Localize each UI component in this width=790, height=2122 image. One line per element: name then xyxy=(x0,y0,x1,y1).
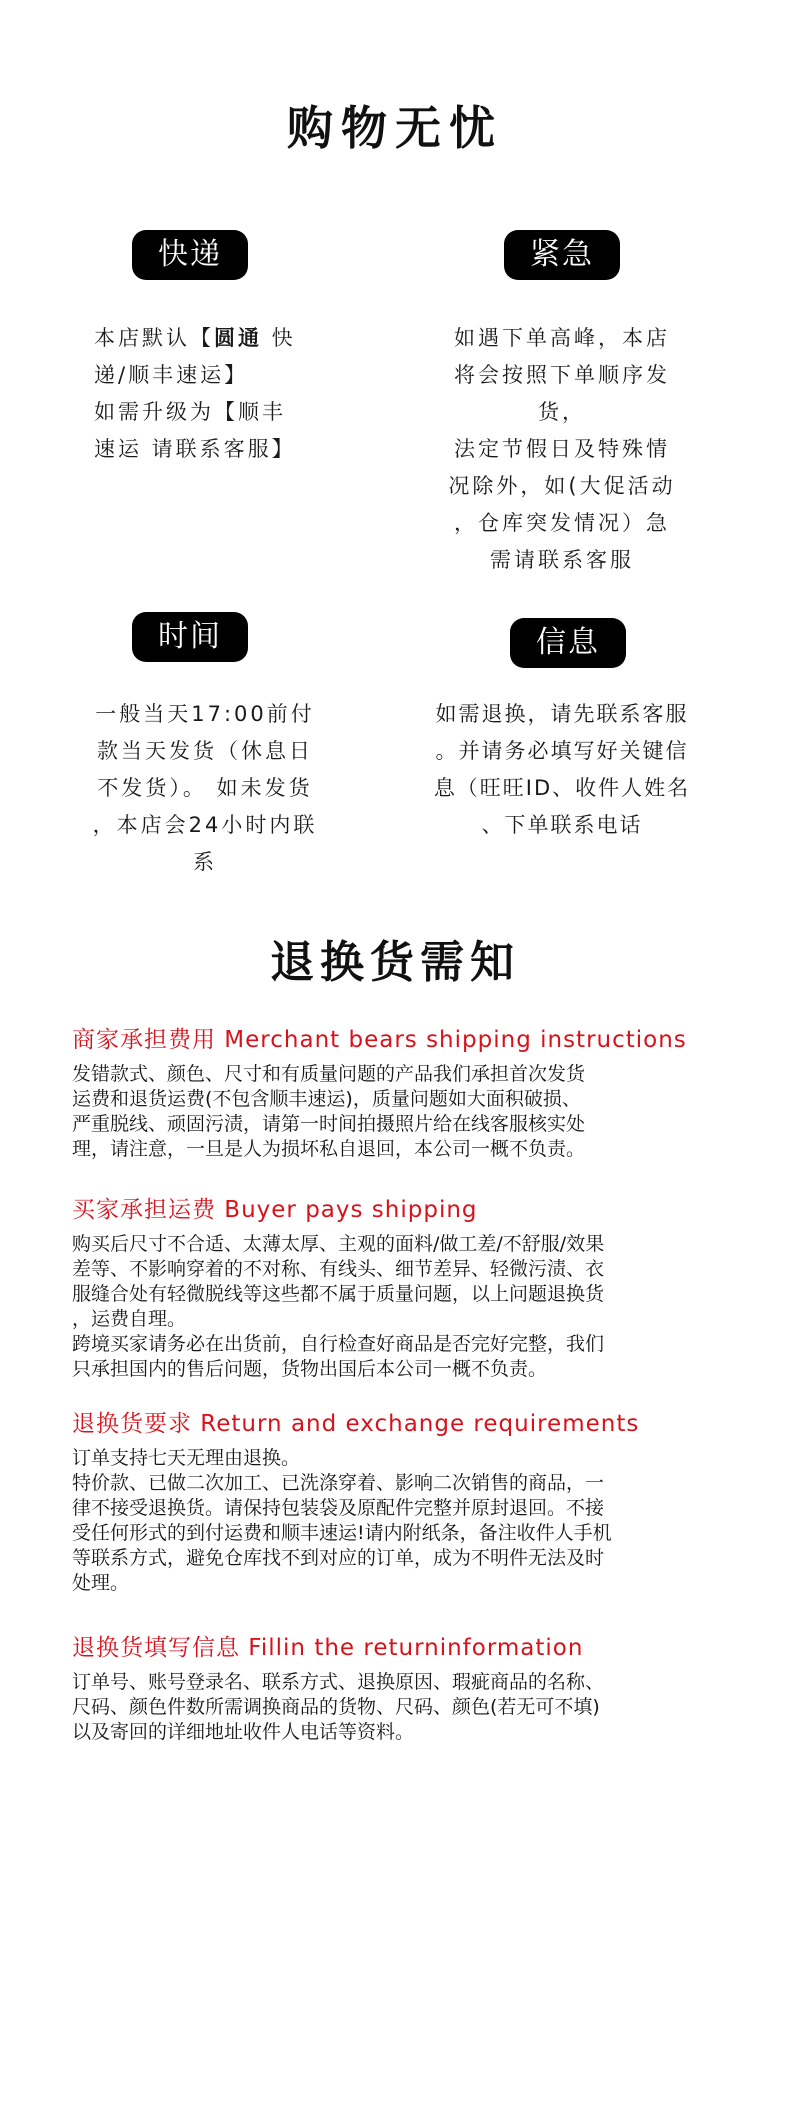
time-line: 一般当天17:00前付 xyxy=(95,702,315,726)
page-title: 购物无忧 xyxy=(287,101,503,155)
urgent-tag: 紧急 xyxy=(504,230,620,280)
express-line: 速运 请联系客服】 xyxy=(94,437,296,461)
section-line: 受任何形式的到付运费和顺丰速运!请内附纸条，备注收件人手机 xyxy=(72,1522,612,1544)
section-line: 差等、不影响穿着的不对称、有线头、细节差异、轻微污渍、衣 xyxy=(72,1258,605,1280)
urgent-line: 如遇下单高峰，本店 xyxy=(454,326,670,350)
urgent-text xyxy=(412,320,712,579)
section-line: 跨境买家请务必在出货前，自行检查好商品是否完好完整，我们 xyxy=(72,1333,605,1355)
express-line: 递/顺丰速运】 xyxy=(94,363,249,387)
section-line: 严重脱线、顽固污渍，请第一时间拍摄照片给在线客服核实处 xyxy=(72,1113,586,1135)
section-body xyxy=(72,1446,712,1596)
section-line: ，运费自理。 xyxy=(72,1308,187,1330)
express-line: 如需升级为【顺丰 xyxy=(94,400,286,424)
time-tag: 时间 xyxy=(132,612,248,662)
time-line: 不发货）。 如未发货 xyxy=(97,776,313,800)
section-line: 以及寄回的详细地址收件人电话等资料。 xyxy=(72,1721,415,1743)
section-body xyxy=(72,1232,712,1382)
section-line: 发错款式、颜色、尺寸和有质量问题的产品我们承担首次发货 xyxy=(72,1063,586,1085)
express-courier-name: 圆通 xyxy=(214,326,262,350)
time-line: ，本店会24小时内联 xyxy=(92,813,318,837)
info-tag: 信息 xyxy=(510,618,626,668)
time-text xyxy=(60,696,350,881)
urgent-line: 况除外，如(大促活动 xyxy=(448,474,676,498)
express-tag: 快递 xyxy=(132,230,248,280)
section-return-info xyxy=(72,1632,712,1745)
section-line: 订单支持七天无理由退换。 xyxy=(72,1447,301,1469)
urgent-line: ，仓库突发情况）急 xyxy=(454,511,670,535)
express-text xyxy=(94,320,296,468)
section-body xyxy=(72,1670,712,1745)
section-heading: 退换货要求 Return and exchange requirements xyxy=(72,1411,640,1437)
section-line: 律不接受退换货。请保持包装袋及原配件完整并原封退回。不接 xyxy=(72,1497,605,1519)
section-line: 服缝合处有轻微脱线等这些都不属于质量问题，以上问题退换货 xyxy=(72,1283,605,1305)
time-line: 系 xyxy=(193,850,217,874)
section-heading: 退换货填写信息 Fillin the returninformation xyxy=(72,1635,584,1661)
time-line: 款当天发货（休息日 xyxy=(97,739,313,763)
section-body xyxy=(72,1062,712,1162)
section-heading: 买家承担运费 Buyer pays shipping xyxy=(72,1197,478,1223)
section-line: 订单号、账号登录名、联系方式、退换原因、瑕疵商品的名称、 xyxy=(72,1671,605,1693)
section-line: 购买后尺寸不合适、太薄太厚、主观的面料/做工差/不舒服/效果 xyxy=(72,1233,605,1255)
section-line: 等联系方式，避免仓库找不到对应的订单，成为不明件无法及时 xyxy=(72,1547,605,1569)
info-line: 如需退换，请先联系客服 xyxy=(435,702,689,726)
info-line: 。并请务必填写好关键信 xyxy=(435,739,689,763)
section-buyer-pays xyxy=(72,1194,712,1382)
section-line: 处理。 xyxy=(72,1572,130,1594)
urgent-line: 将会按照下单顺序发 xyxy=(454,363,670,387)
notice-title: 退换货需知 xyxy=(270,937,520,988)
section-merchant-pays xyxy=(72,1024,712,1162)
section-return-requirements xyxy=(72,1408,712,1596)
section-line: 尺码、颜色件数所需调换商品的货物、尺码、颜色(若无可不填) xyxy=(72,1696,600,1718)
info-text xyxy=(402,696,722,844)
section-line: 特价款、已做二次加工、已洗涤穿着、影响二次销售的商品，一 xyxy=(72,1472,605,1494)
urgent-line: 货， xyxy=(538,400,586,424)
info-line: 、下单联系电话 xyxy=(481,813,643,837)
section-line: 只承担国内的售后问题，货物出国后本公司一概不负责。 xyxy=(72,1358,548,1380)
urgent-line: 法定节假日及特殊情 xyxy=(454,437,670,461)
express-line: 本店默认【圆通 快 xyxy=(94,326,296,350)
section-heading: 商家承担费用 Merchant bears shipping instructions xyxy=(72,1027,687,1053)
urgent-line: 需请联系客服 xyxy=(490,548,634,572)
info-line: 息（旺旺ID、收件人姓名 xyxy=(433,776,691,800)
section-line: 理，请注意，一旦是人为损坏私自退回，本公司一概不负责。 xyxy=(72,1138,586,1160)
section-line: 运费和退货运费(不包含顺丰速运)，质量问题如大面积破损、 xyxy=(72,1088,581,1110)
